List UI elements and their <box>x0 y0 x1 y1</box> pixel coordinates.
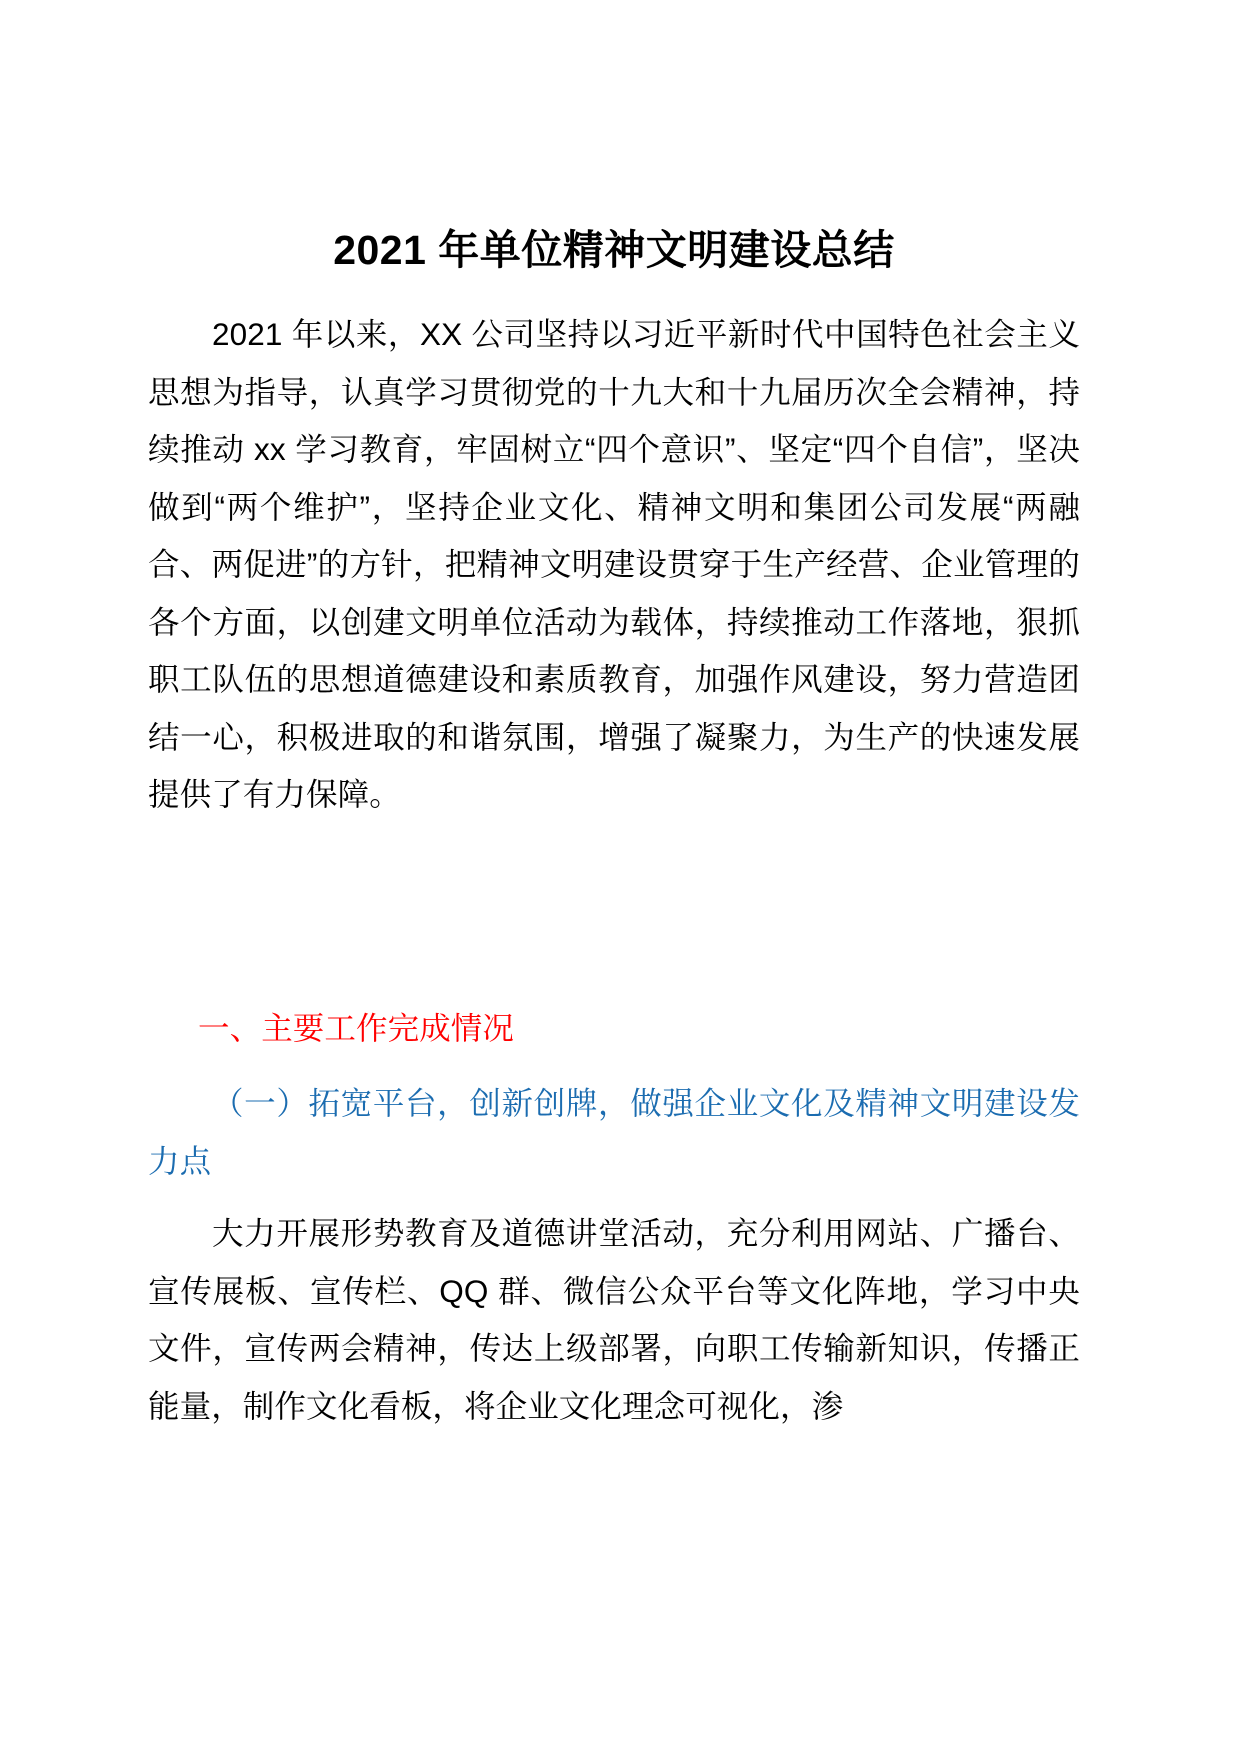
paragraph-block-section1 <box>148 1205 1080 1435</box>
section-heading-level1: 一、主要工作完成情况 <box>198 1010 515 1046</box>
section-heading-level2: （一）拓宽平台，创新创牌，做强企业文化及精神文明建设发力点 <box>148 1085 1080 1179</box>
body-paragraph: 大力开展形势教育及道德讲堂活动，充分利用网站、广播台、宣传展板、宣传栏、QQ 群、微信公众平台等文化阵地，学习中央文件，宣传两会精神，传达上级部署，向职工传输新知识，传播正能量，制作文化看板，将企业文化理念可视化，渗 <box>148 1215 1080 1424</box>
paragraph-block-intro <box>148 306 1080 824</box>
body-paragraph: 2021 年以来，XX 公司坚持以习近平新时代中国特色社会主义思想为指导，认真学习贯彻党的十九大和十九届历次全会精神，持续推动 xx 学习教育，牢固树立“四个意识”、坚定“四个自信”，坚决做到“两个维护”，坚持企业文化、精神文明和集团公司发展“两融合、两促进”的方针，把精神文明建设贯穿于生产经营、企业管理的各个方面，以创建文明单位活动为载体，持续推动工作落地，狠抓职工队伍的思想道德建设和素质教育，加强作风建设，努力营造团结一心，积极进取的和谐氛围，增强了凝聚力，为生产的快速发展提供了有力保障。 <box>148 316 1080 812</box>
page-title: 2021 年单位精神文明建设总结 <box>333 227 895 273</box>
section-heading-level2-block <box>148 1075 1080 1190</box>
section-heading-level1-block <box>148 1000 1080 1058</box>
